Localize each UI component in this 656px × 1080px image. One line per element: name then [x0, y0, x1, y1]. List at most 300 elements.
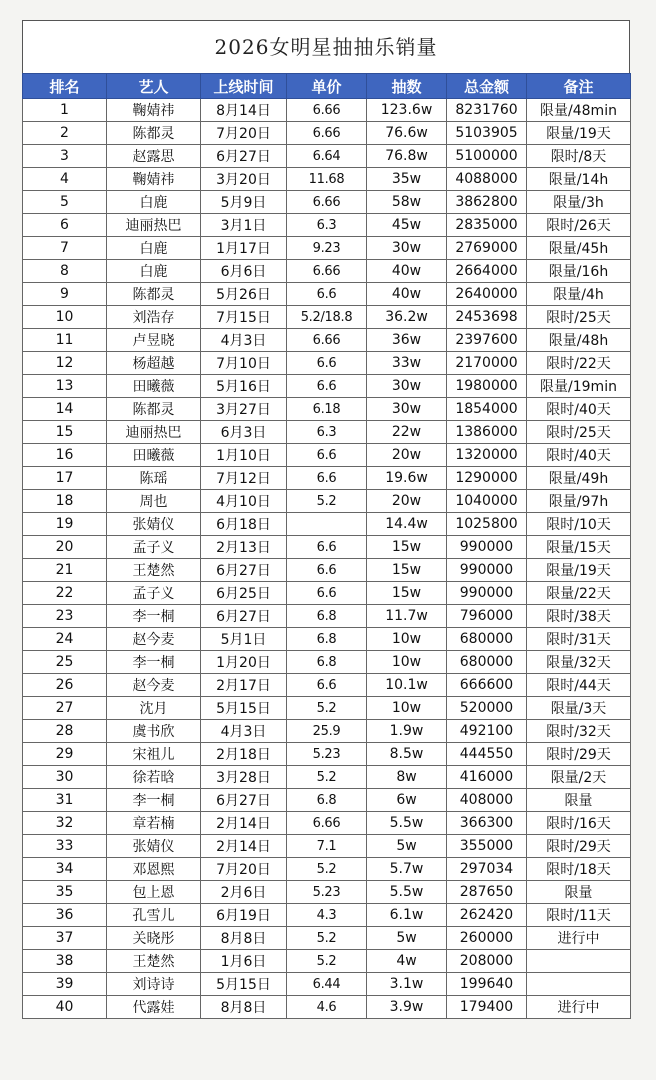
- unit-price-cell: 6.6: [287, 536, 367, 559]
- unit-price-cell: 25.9: [287, 720, 367, 743]
- unit-price-cell: 6.18: [287, 398, 367, 421]
- table-row: [23, 789, 631, 812]
- table-row: [23, 720, 631, 743]
- launch-date-cell: 6月19日: [201, 904, 287, 927]
- remarks-cell: 限时/32天: [527, 720, 631, 743]
- total-amount-cell: 520000: [447, 697, 527, 720]
- launch-date-cell: 1月20日: [201, 651, 287, 674]
- draw-count-cell: 8.5w: [367, 743, 447, 766]
- artist-cell: 关晓彤: [107, 927, 201, 950]
- unit-price-cell: 4.3: [287, 904, 367, 927]
- unit-price-cell: 6.66: [287, 122, 367, 145]
- total-amount-cell: 2453698: [447, 306, 527, 329]
- rank-cell: 40: [23, 996, 107, 1019]
- table-row: [23, 283, 631, 306]
- draw-count-cell: 76.6w: [367, 122, 447, 145]
- artist-cell: 李一桐: [107, 789, 201, 812]
- unit-price-cell: 5.2: [287, 950, 367, 973]
- total-amount-cell: 1386000: [447, 421, 527, 444]
- artist-cell: 陈都灵: [107, 283, 201, 306]
- table-row: [23, 858, 631, 881]
- remarks-cell: 限量: [527, 789, 631, 812]
- remarks-cell: 限量/49h: [527, 467, 631, 490]
- total-amount-cell: 2640000: [447, 283, 527, 306]
- total-amount-cell: 366300: [447, 812, 527, 835]
- total-amount-cell: 262420: [447, 904, 527, 927]
- draw-count-cell: 36.2w: [367, 306, 447, 329]
- launch-date-cell: 2月18日: [201, 743, 287, 766]
- sales-table-sheet: [22, 20, 630, 1019]
- remarks-cell: 限时/8天: [527, 145, 631, 168]
- draw-count-cell: 123.6w: [367, 99, 447, 122]
- draw-count-cell: 76.8w: [367, 145, 447, 168]
- table-row: [23, 375, 631, 398]
- launch-date-cell: 2月14日: [201, 812, 287, 835]
- table-row: [23, 904, 631, 927]
- remarks-cell: 限时/10天: [527, 513, 631, 536]
- unit-price-cell: 6.6: [287, 467, 367, 490]
- table-row: [23, 122, 631, 145]
- draw-count-cell: 15w: [367, 536, 447, 559]
- launch-date-cell: 7月15日: [201, 306, 287, 329]
- remarks-cell: 限量/19min: [527, 375, 631, 398]
- remarks-cell: 限量: [527, 881, 631, 904]
- unit-price-cell: 6.6: [287, 582, 367, 605]
- rank-cell: 13: [23, 375, 107, 398]
- total-amount-cell: 680000: [447, 651, 527, 674]
- remarks-cell: [527, 950, 631, 973]
- launch-date-cell: 2月17日: [201, 674, 287, 697]
- total-amount-cell: 1320000: [447, 444, 527, 467]
- unit-price-cell: 6.44: [287, 973, 367, 996]
- remarks-cell: 限量/97h: [527, 490, 631, 513]
- draw-count-cell: 15w: [367, 582, 447, 605]
- table-row: [23, 398, 631, 421]
- total-amount-cell: 1980000: [447, 375, 527, 398]
- unit-price-cell: 9.23: [287, 237, 367, 260]
- table-row: [23, 145, 631, 168]
- unit-price-cell: 5.2: [287, 858, 367, 881]
- launch-date-cell: 1月10日: [201, 444, 287, 467]
- launch-date-cell: 3月27日: [201, 398, 287, 421]
- table-row: [23, 835, 631, 858]
- total-amount-cell: 1040000: [447, 490, 527, 513]
- artist-cell: 田曦薇: [107, 375, 201, 398]
- table-row: [23, 697, 631, 720]
- draw-count-cell: 40w: [367, 260, 447, 283]
- header-total-amount: 总金额: [447, 74, 527, 99]
- total-amount-cell: 5100000: [447, 145, 527, 168]
- rank-cell: 21: [23, 559, 107, 582]
- table-row: [23, 651, 631, 674]
- draw-count-cell: 20w: [367, 490, 447, 513]
- total-amount-cell: 199640: [447, 973, 527, 996]
- rank-cell: 4: [23, 168, 107, 191]
- launch-date-cell: 5月16日: [201, 375, 287, 398]
- draw-count-cell: 14.4w: [367, 513, 447, 536]
- draw-count-cell: 22w: [367, 421, 447, 444]
- artist-cell: 代露娃: [107, 996, 201, 1019]
- total-amount-cell: 208000: [447, 950, 527, 973]
- table-title: 2026女明星抽抽乐销量: [22, 20, 630, 73]
- header-draw-count: 抽数: [367, 74, 447, 99]
- rank-cell: 24: [23, 628, 107, 651]
- launch-date-cell: 6月6日: [201, 260, 287, 283]
- remarks-cell: 限时/16天: [527, 812, 631, 835]
- header-remarks: 备注: [527, 74, 631, 99]
- rank-cell: 3: [23, 145, 107, 168]
- artist-cell: 刘浩存: [107, 306, 201, 329]
- unit-price-cell: 6.3: [287, 214, 367, 237]
- remarks-cell: 限时/40天: [527, 398, 631, 421]
- launch-date-cell: 6月27日: [201, 145, 287, 168]
- unit-price-cell: 6.6: [287, 674, 367, 697]
- table-row: [23, 260, 631, 283]
- artist-cell: 白鹿: [107, 191, 201, 214]
- artist-cell: 赵今麦: [107, 628, 201, 651]
- remarks-cell: 限量/19天: [527, 122, 631, 145]
- table-row: [23, 421, 631, 444]
- unit-price-cell: 6.66: [287, 812, 367, 835]
- total-amount-cell: 408000: [447, 789, 527, 812]
- rank-cell: 39: [23, 973, 107, 996]
- rank-cell: 26: [23, 674, 107, 697]
- rank-cell: 31: [23, 789, 107, 812]
- remarks-cell: 限量/15天: [527, 536, 631, 559]
- remarks-cell: 限时/11天: [527, 904, 631, 927]
- rank-cell: 6: [23, 214, 107, 237]
- table-row: [23, 329, 631, 352]
- artist-cell: 徐若晗: [107, 766, 201, 789]
- draw-count-cell: 40w: [367, 283, 447, 306]
- remarks-cell: 限时/25天: [527, 306, 631, 329]
- table-row: [23, 467, 631, 490]
- draw-count-cell: 10.1w: [367, 674, 447, 697]
- launch-date-cell: 4月10日: [201, 490, 287, 513]
- unit-price-cell: 6.66: [287, 99, 367, 122]
- unit-price-cell: 6.6: [287, 375, 367, 398]
- draw-count-cell: 45w: [367, 214, 447, 237]
- launch-date-cell: 8月8日: [201, 927, 287, 950]
- remarks-cell: 进行中: [527, 927, 631, 950]
- launch-date-cell: 7月20日: [201, 858, 287, 881]
- rank-cell: 10: [23, 306, 107, 329]
- rank-cell: 30: [23, 766, 107, 789]
- table-row: [23, 191, 631, 214]
- unit-price-cell: 5.2: [287, 697, 367, 720]
- rank-cell: 11: [23, 329, 107, 352]
- artist-cell: 孟子义: [107, 582, 201, 605]
- artist-cell: 邓恩熙: [107, 858, 201, 881]
- rank-cell: 5: [23, 191, 107, 214]
- artist-cell: 虞书欣: [107, 720, 201, 743]
- rank-cell: 37: [23, 927, 107, 950]
- launch-date-cell: 7月12日: [201, 467, 287, 490]
- artist-cell: 白鹿: [107, 237, 201, 260]
- total-amount-cell: 2769000: [447, 237, 527, 260]
- remarks-cell: 限量/3天: [527, 697, 631, 720]
- launch-date-cell: 3月28日: [201, 766, 287, 789]
- unit-price-cell: 6.6: [287, 444, 367, 467]
- total-amount-cell: 444550: [447, 743, 527, 766]
- total-amount-cell: 796000: [447, 605, 527, 628]
- remarks-cell: 限量/14h: [527, 168, 631, 191]
- rank-cell: 23: [23, 605, 107, 628]
- launch-date-cell: 8月14日: [201, 99, 287, 122]
- launch-date-cell: 1月6日: [201, 950, 287, 973]
- rank-cell: 38: [23, 950, 107, 973]
- artist-cell: 王楚然: [107, 559, 201, 582]
- launch-date-cell: 6月18日: [201, 513, 287, 536]
- table-row: [23, 628, 631, 651]
- unit-price-cell: 5.23: [287, 881, 367, 904]
- artist-cell: 沈月: [107, 697, 201, 720]
- launch-date-cell: 6月25日: [201, 582, 287, 605]
- draw-count-cell: 30w: [367, 375, 447, 398]
- total-amount-cell: 297034: [447, 858, 527, 881]
- artist-cell: 章若楠: [107, 812, 201, 835]
- rank-cell: 25: [23, 651, 107, 674]
- draw-count-cell: 20w: [367, 444, 447, 467]
- table-row: [23, 881, 631, 904]
- table-row: [23, 582, 631, 605]
- unit-price-cell: 6.66: [287, 329, 367, 352]
- rank-cell: 15: [23, 421, 107, 444]
- unit-price-cell: 6.6: [287, 559, 367, 582]
- draw-count-cell: 36w: [367, 329, 447, 352]
- total-amount-cell: 1854000: [447, 398, 527, 421]
- rank-cell: 35: [23, 881, 107, 904]
- sales-table: [22, 73, 631, 1019]
- total-amount-cell: 260000: [447, 927, 527, 950]
- total-amount-cell: 416000: [447, 766, 527, 789]
- remarks-cell: 限量/3h: [527, 191, 631, 214]
- rank-cell: 32: [23, 812, 107, 835]
- remarks-cell: 限时/44天: [527, 674, 631, 697]
- remarks-cell: 进行中: [527, 996, 631, 1019]
- launch-date-cell: 5月15日: [201, 697, 287, 720]
- remarks-cell: 限量/22天: [527, 582, 631, 605]
- total-amount-cell: 3862800: [447, 191, 527, 214]
- artist-cell: 陈都灵: [107, 122, 201, 145]
- launch-date-cell: 5月1日: [201, 628, 287, 651]
- launch-date-cell: 4月3日: [201, 329, 287, 352]
- total-amount-cell: 990000: [447, 582, 527, 605]
- rank-cell: 14: [23, 398, 107, 421]
- launch-date-cell: 6月27日: [201, 605, 287, 628]
- table-row: [23, 168, 631, 191]
- launch-date-cell: 4月3日: [201, 720, 287, 743]
- header-artist: 艺人: [107, 74, 201, 99]
- unit-price-cell: 5.2/18.8: [287, 306, 367, 329]
- total-amount-cell: 2835000: [447, 214, 527, 237]
- table-row: [23, 352, 631, 375]
- artist-cell: 卢昱晓: [107, 329, 201, 352]
- remarks-cell: 限量/19天: [527, 559, 631, 582]
- remarks-cell: 限量/48min: [527, 99, 631, 122]
- table-row: [23, 99, 631, 122]
- remarks-cell: 限时/40天: [527, 444, 631, 467]
- launch-date-cell: 2月14日: [201, 835, 287, 858]
- draw-count-cell: 1.9w: [367, 720, 447, 743]
- artist-cell: 李一桐: [107, 651, 201, 674]
- unit-price-cell: 6.8: [287, 789, 367, 812]
- draw-count-cell: 3.9w: [367, 996, 447, 1019]
- artist-cell: 张婧仪: [107, 835, 201, 858]
- launch-date-cell: 7月20日: [201, 122, 287, 145]
- total-amount-cell: 287650: [447, 881, 527, 904]
- draw-count-cell: 30w: [367, 237, 447, 260]
- rank-cell: 2: [23, 122, 107, 145]
- unit-price-cell: 6.3: [287, 421, 367, 444]
- table-row: [23, 306, 631, 329]
- unit-price-cell: [287, 513, 367, 536]
- remarks-cell: 限时/29天: [527, 743, 631, 766]
- artist-cell: 田曦薇: [107, 444, 201, 467]
- table-row: [23, 674, 631, 697]
- rank-cell: 33: [23, 835, 107, 858]
- table-row: [23, 605, 631, 628]
- remarks-cell: 限时/18天: [527, 858, 631, 881]
- total-amount-cell: 2397600: [447, 329, 527, 352]
- artist-cell: 王楚然: [107, 950, 201, 973]
- table-row: [23, 444, 631, 467]
- total-amount-cell: 680000: [447, 628, 527, 651]
- launch-date-cell: 8月8日: [201, 996, 287, 1019]
- total-amount-cell: 355000: [447, 835, 527, 858]
- header-row: [23, 74, 631, 99]
- remarks-cell: 限量/45h: [527, 237, 631, 260]
- table-row: [23, 766, 631, 789]
- draw-count-cell: 33w: [367, 352, 447, 375]
- artist-cell: 宋祖儿: [107, 743, 201, 766]
- rank-cell: 7: [23, 237, 107, 260]
- rank-cell: 34: [23, 858, 107, 881]
- artist-cell: 迪丽热巴: [107, 214, 201, 237]
- total-amount-cell: 2664000: [447, 260, 527, 283]
- unit-price-cell: 5.23: [287, 743, 367, 766]
- header-launch-date: 上线时间: [201, 74, 287, 99]
- table-row: [23, 743, 631, 766]
- artist-cell: 包上恩: [107, 881, 201, 904]
- artist-cell: 赵今麦: [107, 674, 201, 697]
- table-body: [23, 99, 631, 1019]
- launch-date-cell: 5月9日: [201, 191, 287, 214]
- table-row: [23, 536, 631, 559]
- unit-price-cell: 7.1: [287, 835, 367, 858]
- artist-cell: 迪丽热巴: [107, 421, 201, 444]
- unit-price-cell: 6.8: [287, 651, 367, 674]
- unit-price-cell: 11.68: [287, 168, 367, 191]
- draw-count-cell: 58w: [367, 191, 447, 214]
- table-row: [23, 559, 631, 582]
- total-amount-cell: 5103905: [447, 122, 527, 145]
- remarks-cell: 限时/26天: [527, 214, 631, 237]
- header-unit-price: 单价: [287, 74, 367, 99]
- remarks-cell: 限时/22天: [527, 352, 631, 375]
- rank-cell: 8: [23, 260, 107, 283]
- table-row: [23, 490, 631, 513]
- draw-count-cell: 6.1w: [367, 904, 447, 927]
- unit-price-cell: 6.66: [287, 191, 367, 214]
- launch-date-cell: 6月27日: [201, 559, 287, 582]
- remarks-cell: 限时/31天: [527, 628, 631, 651]
- launch-date-cell: 6月27日: [201, 789, 287, 812]
- table-row: [23, 996, 631, 1019]
- remarks-cell: 限量/32天: [527, 651, 631, 674]
- unit-price-cell: 5.2: [287, 927, 367, 950]
- launch-date-cell: 2月6日: [201, 881, 287, 904]
- artist-cell: 刘诗诗: [107, 973, 201, 996]
- draw-count-cell: 5w: [367, 927, 447, 950]
- draw-count-cell: 5.5w: [367, 881, 447, 904]
- table-row: [23, 812, 631, 835]
- remarks-cell: 限时/29天: [527, 835, 631, 858]
- remarks-cell: 限时/25天: [527, 421, 631, 444]
- rank-cell: 19: [23, 513, 107, 536]
- rank-cell: 22: [23, 582, 107, 605]
- artist-cell: 李一桐: [107, 605, 201, 628]
- rank-cell: 29: [23, 743, 107, 766]
- unit-price-cell: 6.66: [287, 260, 367, 283]
- artist-cell: 孔雪儿: [107, 904, 201, 927]
- draw-count-cell: 8w: [367, 766, 447, 789]
- draw-count-cell: 15w: [367, 559, 447, 582]
- unit-price-cell: 6.6: [287, 283, 367, 306]
- artist-cell: 鞠婧祎: [107, 99, 201, 122]
- draw-count-cell: 5.7w: [367, 858, 447, 881]
- total-amount-cell: 179400: [447, 996, 527, 1019]
- draw-count-cell: 35w: [367, 168, 447, 191]
- artist-cell: 赵露思: [107, 145, 201, 168]
- total-amount-cell: 1290000: [447, 467, 527, 490]
- launch-date-cell: 1月17日: [201, 237, 287, 260]
- draw-count-cell: 5.5w: [367, 812, 447, 835]
- launch-date-cell: 7月10日: [201, 352, 287, 375]
- unit-price-cell: 6.6: [287, 352, 367, 375]
- artist-cell: 孟子义: [107, 536, 201, 559]
- artist-cell: 周也: [107, 490, 201, 513]
- draw-count-cell: 10w: [367, 697, 447, 720]
- table-row: [23, 214, 631, 237]
- rank-cell: 1: [23, 99, 107, 122]
- draw-count-cell: 6w: [367, 789, 447, 812]
- remarks-cell: [527, 973, 631, 996]
- rank-cell: 16: [23, 444, 107, 467]
- table-row: [23, 513, 631, 536]
- draw-count-cell: 19.6w: [367, 467, 447, 490]
- total-amount-cell: 1025800: [447, 513, 527, 536]
- draw-count-cell: 3.1w: [367, 973, 447, 996]
- table-row: [23, 237, 631, 260]
- table-row: [23, 950, 631, 973]
- launch-date-cell: 6月3日: [201, 421, 287, 444]
- header-rank: 排名: [23, 74, 107, 99]
- artist-cell: 白鹿: [107, 260, 201, 283]
- draw-count-cell: 4w: [367, 950, 447, 973]
- rank-cell: 17: [23, 467, 107, 490]
- launch-date-cell: 3月20日: [201, 168, 287, 191]
- rank-cell: 20: [23, 536, 107, 559]
- unit-price-cell: 5.2: [287, 490, 367, 513]
- draw-count-cell: 5w: [367, 835, 447, 858]
- draw-count-cell: 10w: [367, 651, 447, 674]
- unit-price-cell: 4.6: [287, 996, 367, 1019]
- launch-date-cell: 5月26日: [201, 283, 287, 306]
- remarks-cell: 限量/48h: [527, 329, 631, 352]
- rank-cell: 12: [23, 352, 107, 375]
- remarks-cell: 限量/16h: [527, 260, 631, 283]
